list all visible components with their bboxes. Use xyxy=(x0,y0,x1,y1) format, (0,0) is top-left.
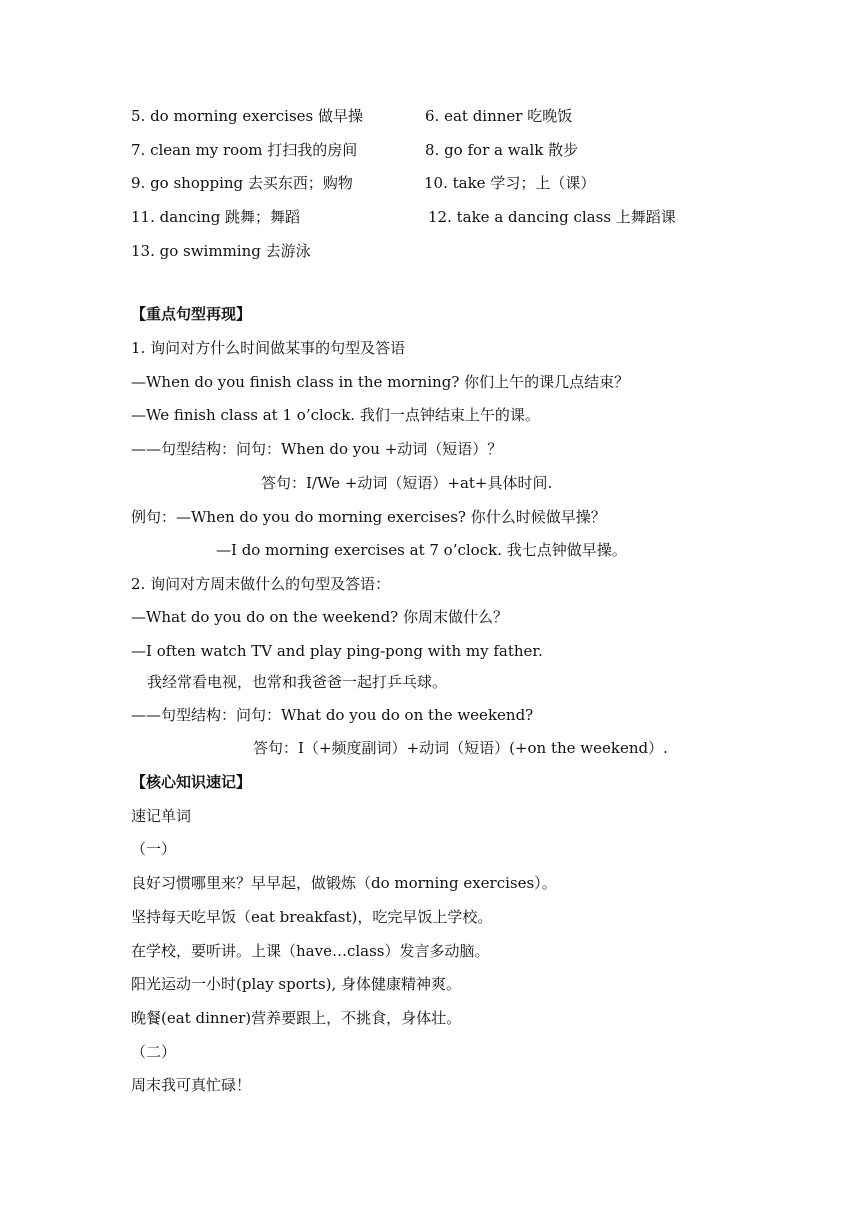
core-knowledge-line: 速记单词 xyxy=(131,807,192,825)
vocab-item-11: 11. dancing 跳舞；舞蹈 xyxy=(131,208,301,226)
key-sentence-line: —We finish class at 1 o’clock. 我们一点钟结束上午的课。 xyxy=(131,406,540,424)
key-sentence-line: —I do morning exercises at 7 o’clock. 我七点钟做早操。 xyxy=(216,541,627,559)
key-sentence-line: ——句型结构：问句：When do you +动词（短语）？ xyxy=(131,440,503,458)
key-sentence-line: 2. 询问对方周末做什么的句型及答语： xyxy=(131,575,391,593)
core-knowledge-line: （二） xyxy=(131,1043,177,1061)
key-sentence-line: 1. 询问对方什么时间做某事的句型及答语 xyxy=(131,339,406,357)
key-sentence-line: —When do you finish class in the morning? 你们上午的课几点结束？ xyxy=(131,373,630,391)
vocab-item-9: 9. go shopping 去买东西；购物 xyxy=(131,174,353,192)
core-knowledge-line: 良好习惯哪里来？早早起，做锻炼（do morning exercises）。 xyxy=(131,874,557,892)
section-heading-key-sentences: 【重点句型再现】 xyxy=(131,305,252,323)
key-sentence-line: 我经常看电视，也常和我爸爸一起打乒乓球。 xyxy=(147,673,448,691)
core-knowledge-line: 阳光运动一小时(play sports), 身体健康精神爽。 xyxy=(131,975,462,993)
key-sentence-line: 例句：—When do you do morning exercises? 你什么时候做早操？ xyxy=(131,508,606,526)
core-knowledge-line: 晚餐(eat dinner)营养要跟上，不挑食，身体壮。 xyxy=(131,1009,462,1027)
core-knowledge-line: 在学校，要听讲。上课（have…class）发言多动脑。 xyxy=(131,942,490,960)
key-sentence-line: —What do you do on the weekend? 你周末做什么？ xyxy=(131,608,508,626)
key-sentence-line: ——句型结构：问句：What do you do on the weekend? xyxy=(131,706,534,724)
vocab-item-10: 10. take 学习；上（课） xyxy=(424,174,596,192)
key-sentence-line: 答句：I/We +动词（短语）+at+具体时间. xyxy=(261,474,553,492)
vocab-item-7: 7. clean my room 打扫我的房间 xyxy=(131,141,358,159)
core-knowledge-line: 坚持每天吃早饭（eat breakfast)，吃完早饭上学校。 xyxy=(131,908,493,926)
vocab-item-8: 8. go for a walk 散步 xyxy=(425,141,579,159)
core-knowledge-line: 周末我可真忙碌！ xyxy=(131,1076,252,1094)
key-sentence-line: 答句：I（+频度副词）+动词（短语）(+on the weekend）. xyxy=(253,739,668,757)
vocab-item-6: 6. eat dinner 吃晚饭 xyxy=(425,107,573,125)
vocab-item-13: 13. go swimming 去游泳 xyxy=(131,242,311,260)
vocab-item-5: 5. do morning exercises 做早操 xyxy=(131,107,364,125)
key-sentence-line: —I often watch TV and play ping-pong with my father. xyxy=(131,642,543,660)
core-knowledge-line: （一） xyxy=(131,840,177,858)
section-heading-core-knowledge: 【核心知识速记】 xyxy=(131,773,252,791)
vocab-item-12: 12. take a dancing class 上舞蹈课 xyxy=(428,208,676,226)
